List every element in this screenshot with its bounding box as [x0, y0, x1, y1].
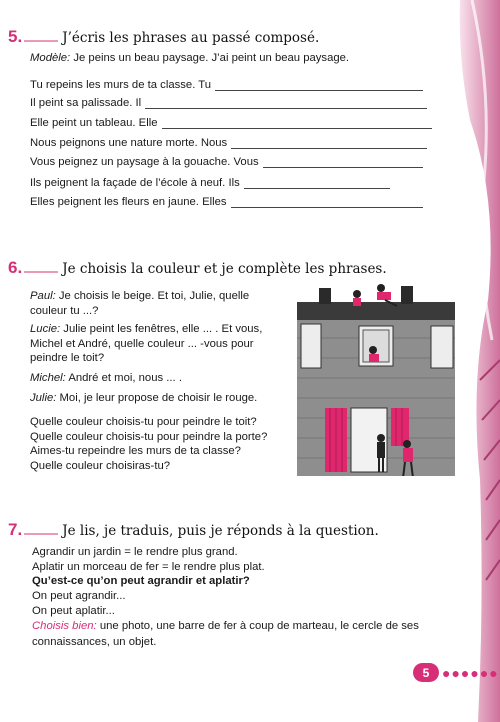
choose-text: une photo, une barre de fer à coup de marteau, le cercle de ses connaissances, un objet.	[32, 620, 419, 649]
question-list	[30, 415, 282, 474]
heading-rule	[24, 533, 58, 535]
speaker: Paul:	[30, 290, 56, 302]
exercise-6-heading	[8, 258, 387, 278]
sentence-text: Ils peignent la façade de l’école à neuf. Ils	[30, 177, 240, 189]
sentence-text: Elles peignent les fleurs en jaune. Elles	[30, 196, 227, 208]
question: Quelle couleur choisis-tu pour peindre le toit?	[30, 416, 257, 428]
answer-blank[interactable]	[145, 98, 427, 109]
example-line: Aplatir un morceau de fer = le rendre plus plat.	[32, 560, 265, 573]
page-footer	[413, 663, 499, 682]
exercise-7-heading	[8, 520, 379, 540]
dialogue-text: André et moi, nous ... .	[68, 372, 182, 384]
speaker: Julie:	[30, 392, 57, 404]
exercise-5-line	[30, 156, 423, 168]
dialogue-line	[30, 289, 278, 318]
sentence-text: Il peint sa palissade. Il	[30, 97, 142, 109]
sentence-text: Elle peint un tableau. Elle	[30, 117, 158, 129]
dialogue-text: Julie peint les fenêtres, elle ... . Et vous, Michel et André, quelle couleur ... -vous pour peindre le toit?	[30, 323, 263, 365]
speaker: Michel:	[30, 372, 66, 384]
dialogue-text: Je choisis le beige. Et toi, Julie, quelle couleur tu ...?	[30, 290, 250, 317]
answer-blank[interactable]	[263, 157, 423, 168]
answer-starter: On peut agrandir...	[32, 590, 126, 603]
dots-decoration: ●●●●●●	[442, 664, 499, 681]
question: Quelle couleur choisis-tu pour peindre la porte?	[30, 430, 268, 443]
dialogue-text: Moi, je leur propose de choisir le rouge.	[59, 392, 258, 404]
choose-line	[32, 618, 448, 651]
heading-rule	[24, 271, 58, 273]
exercise-5-line	[30, 79, 423, 91]
model-text: Je peins un beau paysage. J’ai peint un beau paysage.	[73, 52, 350, 64]
exercise-5-line	[30, 177, 390, 189]
model-label: Modèle:	[30, 52, 71, 64]
example-line: Agrandir un jardin = le rendre plus grand.	[32, 546, 238, 558]
sentence-text: Nous peignons une nature morte. Nous	[30, 137, 228, 149]
exercise-number: 7.	[8, 520, 23, 539]
exercise-5-line	[30, 97, 427, 109]
exercise-5-line	[30, 196, 423, 208]
exercise-5-line	[30, 117, 432, 129]
answer-blank[interactable]	[231, 138, 427, 149]
answer-blank[interactable]	[231, 197, 423, 208]
dialogue-line	[30, 371, 278, 386]
speaker: Lucie:	[30, 323, 61, 335]
answer-starter: On peut aplatir...	[32, 604, 115, 617]
page-number: 5	[413, 663, 439, 682]
question: Quelle couleur choisiras-tu?	[30, 460, 171, 473]
model-sentence	[30, 51, 349, 66]
heading-rule	[24, 40, 58, 42]
house-illustration	[297, 278, 455, 490]
choose-label: Choisis bien:	[32, 620, 97, 632]
exercise-title: Je lis, je traduis, puis je réponds à la question.	[62, 523, 379, 539]
exercise-title: J’écris les phrases au passé composé.	[62, 30, 320, 46]
sentence-text: Vous peignez un paysage à la gouache. Vous	[30, 156, 259, 168]
question: Aimes-tu repeindre les murs de ta classe?	[30, 445, 241, 458]
dialogue-line	[30, 391, 288, 406]
exercise-number: 5.	[8, 27, 23, 46]
exercise-7-body	[32, 545, 452, 618]
exercise-title: Je choisis la couleur et je complète les phrases.	[62, 261, 387, 277]
question: Qu’est-ce qu’on peut agrandir et aplatir?	[32, 575, 250, 588]
answer-blank[interactable]	[244, 178, 390, 189]
exercise-5-heading	[8, 27, 319, 47]
exercise-5-line	[30, 137, 427, 149]
exercise-number: 6.	[8, 258, 23, 277]
answer-blank[interactable]	[162, 118, 432, 129]
sentence-text: Tu repeins les murs de ta classe. Tu	[30, 79, 212, 91]
dialogue-line	[30, 322, 278, 366]
answer-blank[interactable]	[215, 80, 423, 91]
